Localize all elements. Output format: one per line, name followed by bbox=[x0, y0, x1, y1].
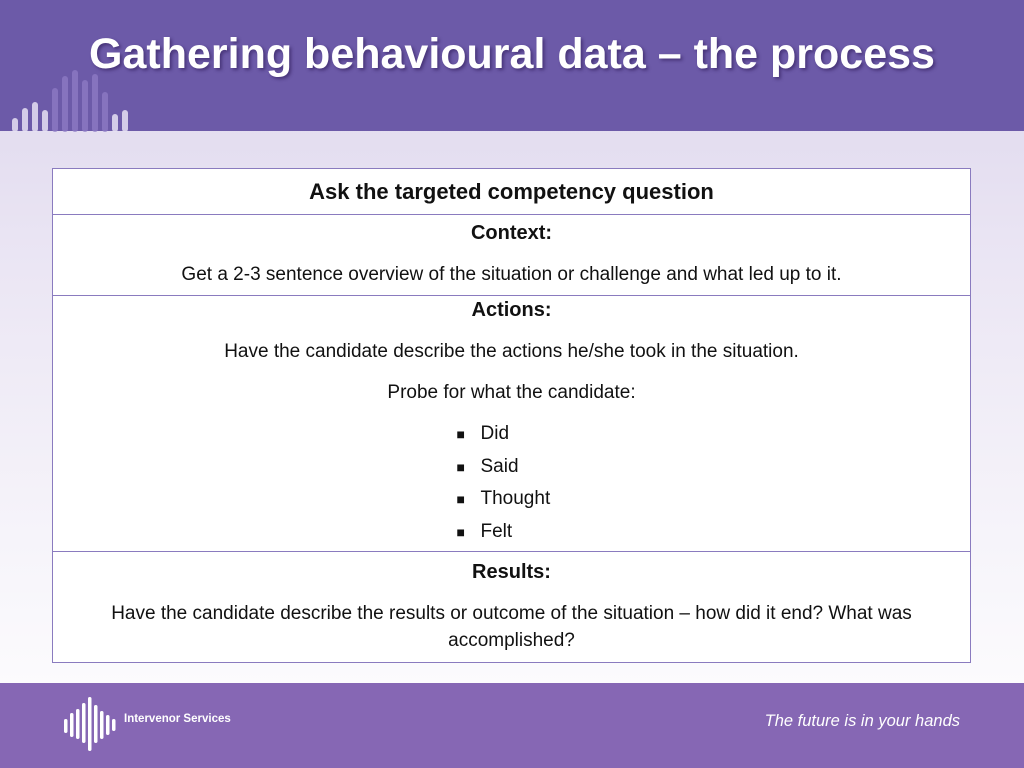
actions-cell bbox=[53, 296, 971, 552]
actions-row bbox=[53, 296, 971, 552]
context-cell bbox=[53, 215, 971, 296]
table-header-cell: Ask the targeted competency question bbox=[53, 169, 971, 215]
company-name: Intervenor Services bbox=[124, 713, 231, 725]
bullet-label: Did bbox=[480, 423, 510, 444]
context-text: Get a 2-3 sentence overview of the situation or challenge and what led up to it. bbox=[181, 264, 842, 285]
list-item bbox=[457, 483, 567, 516]
sound-bars-decoration bbox=[10, 70, 140, 132]
bullet-label: Said bbox=[480, 455, 519, 477]
results-cell bbox=[53, 552, 971, 663]
table-header-row bbox=[53, 169, 971, 215]
probe-bullet-list bbox=[457, 418, 567, 548]
bullet-label: Thought bbox=[480, 488, 551, 509]
slide-title: Gathering behavioural data – the process bbox=[89, 30, 935, 78]
square-bullet-icon: ■ bbox=[456, 523, 465, 540]
actions-text: Have the candidate describe the actions he/she took in the situation. bbox=[224, 341, 799, 362]
square-bullet-icon: ■ bbox=[456, 458, 465, 475]
header-banner bbox=[0, 0, 1024, 131]
list-item bbox=[457, 451, 567, 484]
results-row bbox=[53, 552, 971, 663]
bullet-label: Felt bbox=[480, 520, 513, 542]
results-text: Have the candidate describe the results or outcome of the situation – how did it end? What was accomplished? bbox=[111, 602, 912, 651]
square-bullet-icon: ■ bbox=[456, 491, 465, 507]
footer-bar bbox=[0, 683, 1024, 768]
process-table bbox=[52, 168, 971, 663]
actions-probe-text: Probe for what the candidate: bbox=[387, 382, 636, 403]
results-heading: Results: bbox=[472, 560, 551, 583]
square-bullet-icon: ■ bbox=[456, 426, 465, 442]
tagline: The future is in your hands bbox=[764, 712, 960, 730]
intervenor-logo-icon bbox=[62, 697, 118, 753]
context-heading: Context: bbox=[470, 222, 553, 244]
list-item bbox=[457, 418, 567, 451]
actions-heading: Actions: bbox=[471, 299, 552, 321]
context-row bbox=[53, 215, 971, 296]
list-item bbox=[457, 516, 567, 549]
